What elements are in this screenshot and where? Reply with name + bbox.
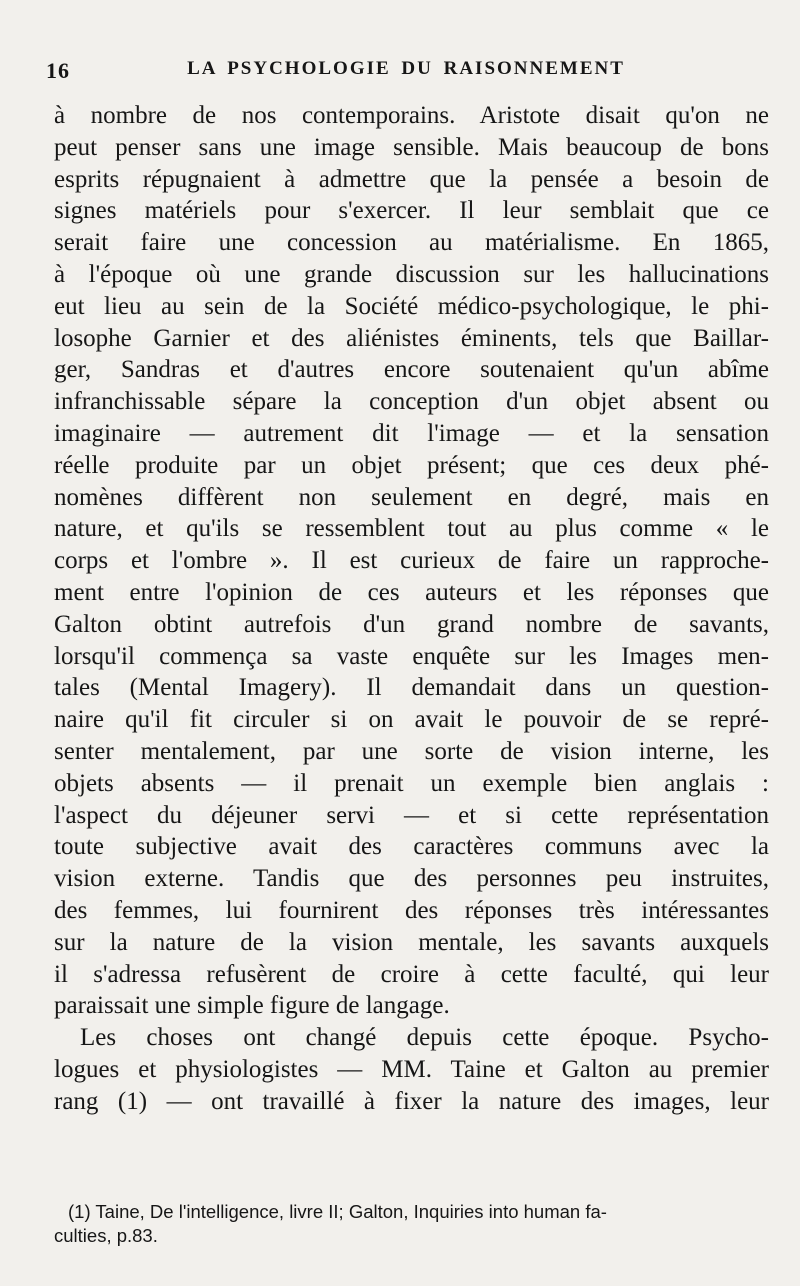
text-line: vision externe. Tandis que des personnes peu instruites, (54, 865, 769, 893)
text-line: logues et physiologistes — MM. Taine et Galton au premier (54, 1055, 769, 1083)
text-line: peut penser sans une image sensible. Mais beaucoup de bons (54, 133, 769, 161)
text-line: l'aspect du déjeuner servi — et si cette représentation (54, 801, 769, 829)
text-line: ment entre l'opinion de ces auteurs et les réponses que (54, 578, 769, 606)
text-line: corps et l'ombre ». Il est curieux de faire un rapproche- (54, 547, 769, 575)
text-line: nature, et qu'ils se ressemblent tout au plus comme « le (54, 515, 769, 543)
text-line: ger, Sandras et d'autres encore soutenaient qu'un abîme (54, 356, 769, 384)
text-line: tales (Mental Imagery). Il demandait dans un question- (54, 674, 769, 702)
text-line: esprits répugnaient à admettre que la pensée a besoin de (54, 165, 769, 193)
text-line: il s'adressa refusèrent de croire à cette faculté, qui leur (54, 960, 769, 988)
footnote-line: culties, p.83. (54, 1225, 158, 1246)
running-header (46, 58, 766, 88)
text-line: naire qu'il fit circuler si on avait le pouvoir de se repré- (54, 706, 769, 734)
text-line: lorsqu'il commença sa vaste enquête sur les Images men- (54, 642, 769, 670)
text-line: à l'époque où une grande discussion sur les hallucinations (54, 260, 769, 288)
body-text (54, 100, 769, 1118)
running-title: LA PSYCHOLOGIE DU RAISONNEMENT (187, 58, 625, 79)
text-line: imaginaire — autrement dit l'image — et la sensation (54, 419, 769, 447)
text-line: sur la nature de la vision mentale, les savants auxquels (54, 928, 769, 956)
paragraph-end-line: paraissait une simple figure de langage. (54, 992, 450, 1020)
text-line: rang (1) — ont travaillé à fixer la nature des images, leur (54, 1087, 769, 1115)
text-line: des femmes, lui fournirent des réponses très intéressantes (54, 896, 769, 924)
text-line: signes matériels pour s'exercer. Il leur semblait que ce (54, 197, 769, 225)
footnote (54, 1200, 769, 1248)
text-line: objets absents — il prenait un exemple bien anglais : (54, 769, 769, 797)
text-line: toute subjective avait des caractères communs avec la (54, 833, 769, 861)
text-line: infranchissable sépare la conception d'un objet absent ou (54, 388, 769, 416)
footnote-line: (1) Taine, De l'intelligence, livre II; Galton, Inquiries into human fa- (68, 1201, 607, 1222)
paragraph-start-line: Les choses ont changé depuis cette époque. Psycho- (80, 1024, 769, 1052)
text-line: nomènes diffèrent non seulement en degré, mais en (54, 483, 769, 511)
text-line: Galton obtint autrefois d'un grand nombre de savants, (54, 610, 769, 638)
page-number: 16 (46, 58, 70, 83)
text-line: eut lieu au sein de la Société médico-psychologique, le phi- (54, 292, 769, 320)
text-line: réelle produite par un objet présent; que ces deux phé- (54, 451, 769, 479)
text-line: à nombre de nos contemporains. Aristote disait qu'on ne (54, 102, 769, 129)
text-line: serait faire une concession au matérialisme. En 1865, (54, 229, 769, 257)
text-line: losophe Garnier et des aliénistes éminents, tels que Baillar- (54, 324, 769, 352)
text-line: senter mentalement, par une sorte de vision interne, les (54, 737, 769, 765)
